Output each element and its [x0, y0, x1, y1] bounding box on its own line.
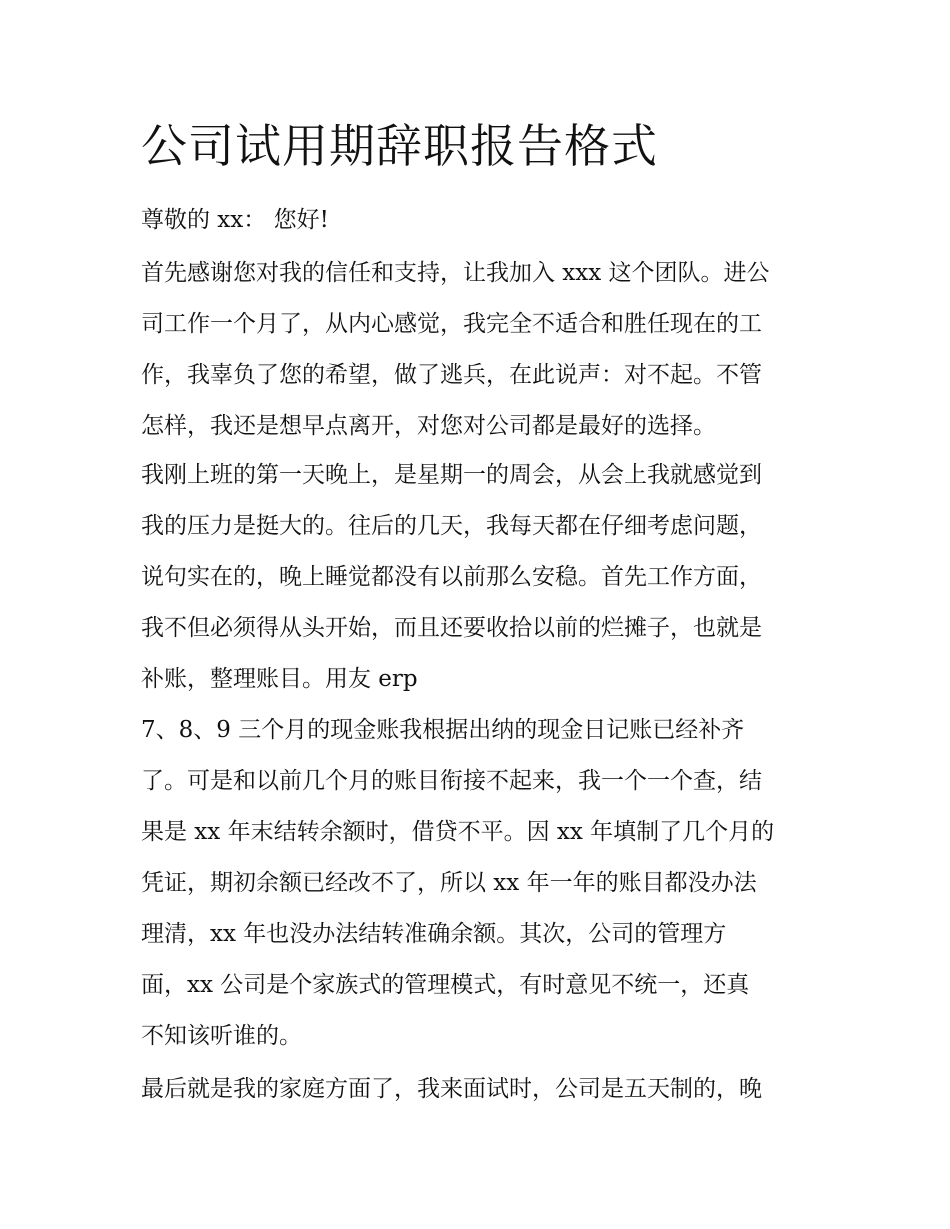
paragraph-1-line-4: 怎样，我还是想早点离开，对您对公司都是最好的选择。 — [141, 413, 716, 439]
document-title: 公司试用期辞职报告格式 — [141, 119, 658, 173]
paragraph-4-line-1: 最后就是我的家庭方面了，我来面试时，公司是五天制的，晚 — [141, 1076, 762, 1102]
paragraph-3-line-6: 面，xx 公司是个家族式的管理模式，有时意见不统一，还真 — [141, 972, 750, 998]
paragraph-3-line-3: 果是 xx 年末结转余额时，借贷不平。因 xx 年填制了几个月的 — [141, 819, 775, 845]
paragraph-1-line-1: 首先感谢您对我的信任和支持，让我加入 xxx 这个团队。进公 — [141, 260, 770, 286]
paragraph-2-line-3: 说句实在的，晚上睡觉都没有以前那么安稳。首先工作方面， — [141, 564, 762, 590]
paragraph-3-line-2: 了。可是和以前几个月的账目衔接不起来，我一个一个查，结 — [141, 768, 762, 794]
paragraph-3-line-5: 理清，xx 年也没办法结转准确余额。其次，公司的管理方 — [141, 921, 727, 947]
paragraph-3-line-1: 7、8、9 三个月的现金账我根据出纳的现金日记账已经补齐 — [141, 717, 745, 743]
paragraph-1-line-2: 司工作一个月了，从内心感觉，我完全不适合和胜任现在的工 — [141, 311, 762, 337]
paragraph-2-line-1: 我刚上班的第一天晚上，是星期一的周会，从会上我就感觉到 — [141, 462, 762, 488]
paragraph-2-line-4: 我不但必须得从头开始，而且还要收拾以前的烂摊子，也就是 — [141, 615, 762, 641]
paragraph-2-line-5: 补账，整理账目。用友 erp — [141, 666, 418, 692]
paragraph-2-line-2: 我的压力是挺大的。往后的几天，我每天都在仔细考虑问题， — [141, 513, 762, 539]
salutation-line: 尊敬的 xx： 您好! — [141, 207, 329, 233]
paragraph-1-line-3: 作，我辜负了您的希望，做了逃兵，在此说声：对不起。不管 — [141, 362, 762, 388]
paragraph-3-line-7: 不知该听谁的。 — [141, 1023, 302, 1049]
paragraph-3-line-4: 凭证，期初余额已经改不了，所以 xx 年一年的账目都没办法 — [141, 870, 757, 896]
